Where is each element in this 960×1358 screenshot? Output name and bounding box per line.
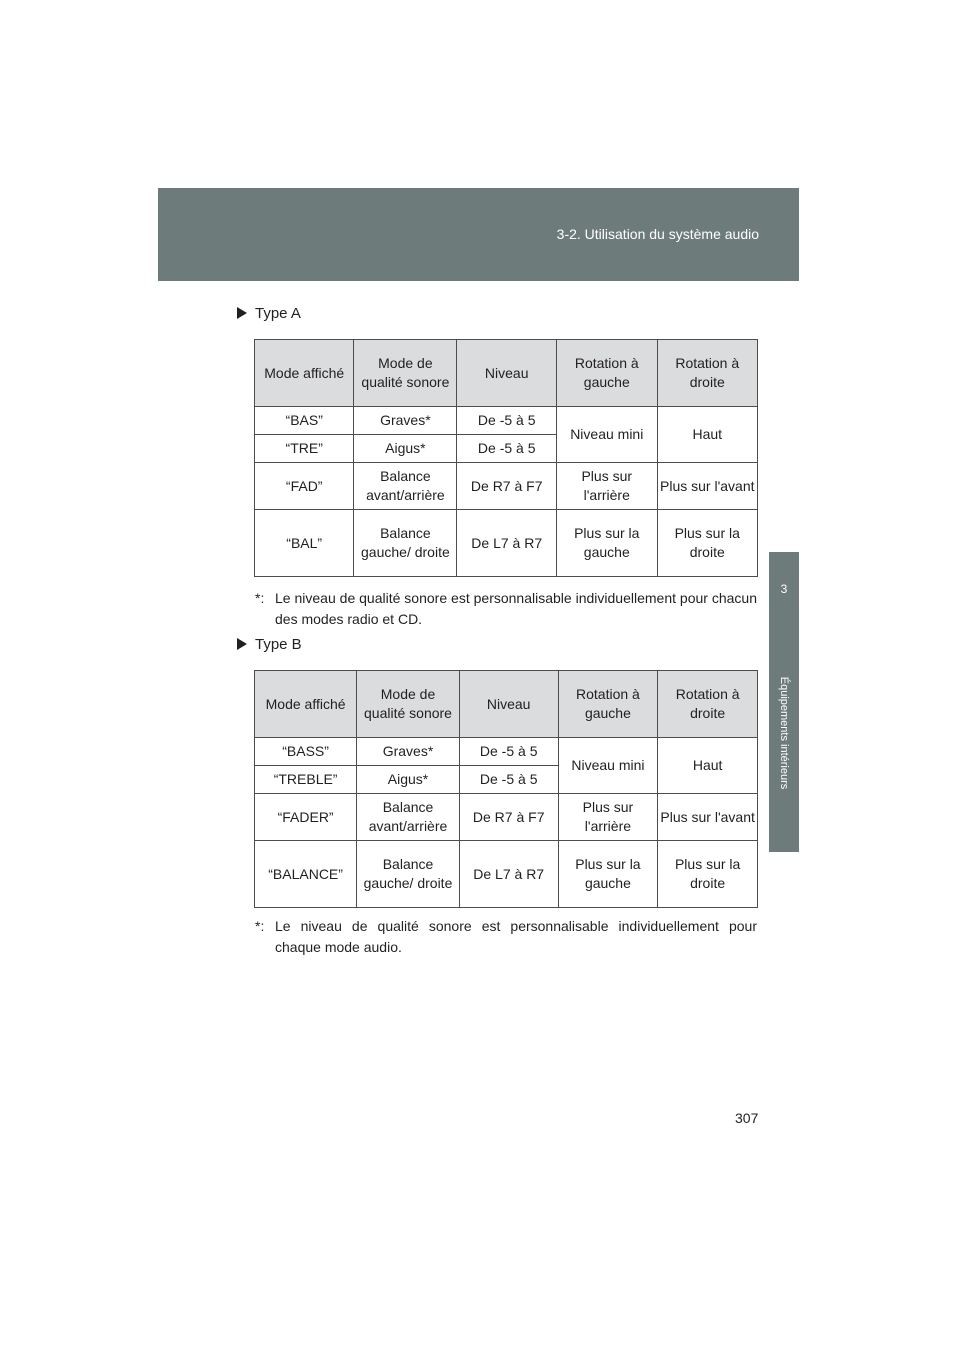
table-cell: De -5 à 5 [459,766,558,794]
table-cell: Balance avant/arrière [357,794,460,841]
table-cell: Plus sur la gauche [558,841,658,908]
chapter-title: 3-2. Utilisation du système audio [556,226,759,242]
table-cell: Balance gauche/ droite [354,510,457,577]
table-cell: Plus sur la gauche [557,510,657,577]
type-b-table [254,670,758,908]
page-number: 307 [735,1110,759,1126]
type-a-table [254,339,758,577]
table-cell: Plus sur l'avant [658,794,758,841]
chapter-header [158,188,799,281]
table-row [255,738,758,766]
table-cell: “BALANCE” [255,841,357,908]
column-header: Niveau [459,671,558,738]
table-cell: Plus sur la droite [657,510,758,577]
type-a-heading: Type A [237,305,301,322]
table-cell: Plus sur l'arrière [558,794,658,841]
table-cell: Haut [658,738,758,794]
footnote-mark: *: [255,590,265,606]
column-header: Mode de qualité sonore [354,340,457,407]
table-cell: De R7 à F7 [457,463,557,510]
footnote-mark: *: [255,918,265,934]
table-cell: Graves* [354,407,457,435]
chapter-number: 3 [780,582,788,596]
table-header-row [255,340,758,407]
column-header: Rotation à gauche [558,671,658,738]
table-cell: Plus sur l'avant [657,463,758,510]
table-cell: Plus sur la droite [658,841,758,908]
table-row [255,510,758,577]
table-cell: Graves* [357,738,460,766]
table-cell: De -5 à 5 [459,738,558,766]
table-cell: Aigus* [357,766,460,794]
table-header-row [255,671,758,738]
table-row [255,794,758,841]
table-cell: Niveau mini [558,738,658,794]
table-cell: Aigus* [354,435,457,463]
table-cell: Plus sur l'arrière [557,463,657,510]
column-header: Rotation à droite [657,340,758,407]
column-header: Mode affiché [255,671,357,738]
table-row [255,841,758,908]
column-header: Mode de qualité sonore [357,671,460,738]
footnote-text: Le niveau de qualité sonore est personnalisable individuellement pour chacun des modes radio et CD. [275,590,757,627]
chapter-side-tab [769,552,799,852]
arrow-right-icon [237,638,247,650]
type-b-heading: Type B [237,636,302,653]
type-b-footnote [255,916,757,958]
chapter-side-label: Équipements intérieurs [778,676,790,790]
table-cell: De L7 à R7 [459,841,558,908]
table-cell: De -5 à 5 [457,435,557,463]
table-cell: De L7 à R7 [457,510,557,577]
column-header: Rotation à gauche [557,340,657,407]
table-cell: “BAS” [255,407,354,435]
table-row [255,407,758,435]
table-row [255,463,758,510]
table-cell: Haut [657,407,758,463]
table-cell: “TREBLE” [255,766,357,794]
footnote-text: Le niveau de qualité sonore est personnalisable individuellement pour chaque mode audio. [275,918,757,955]
arrow-right-icon [237,307,247,319]
table-cell: “TRE” [255,435,354,463]
column-header: Rotation à droite [658,671,758,738]
table-cell: “FAD” [255,463,354,510]
table-cell: De R7 à F7 [459,794,558,841]
column-header: Niveau [457,340,557,407]
table-cell: “FADER” [255,794,357,841]
type-a-footnote [255,588,757,630]
table-cell: Niveau mini [557,407,657,463]
table-cell: “BAL” [255,510,354,577]
table-cell: “BASS” [255,738,357,766]
table-cell: Balance gauche/ droite [357,841,460,908]
table-cell: Balance avant/arrière [354,463,457,510]
column-header: Mode affiché [255,340,354,407]
table-cell: De -5 à 5 [457,407,557,435]
